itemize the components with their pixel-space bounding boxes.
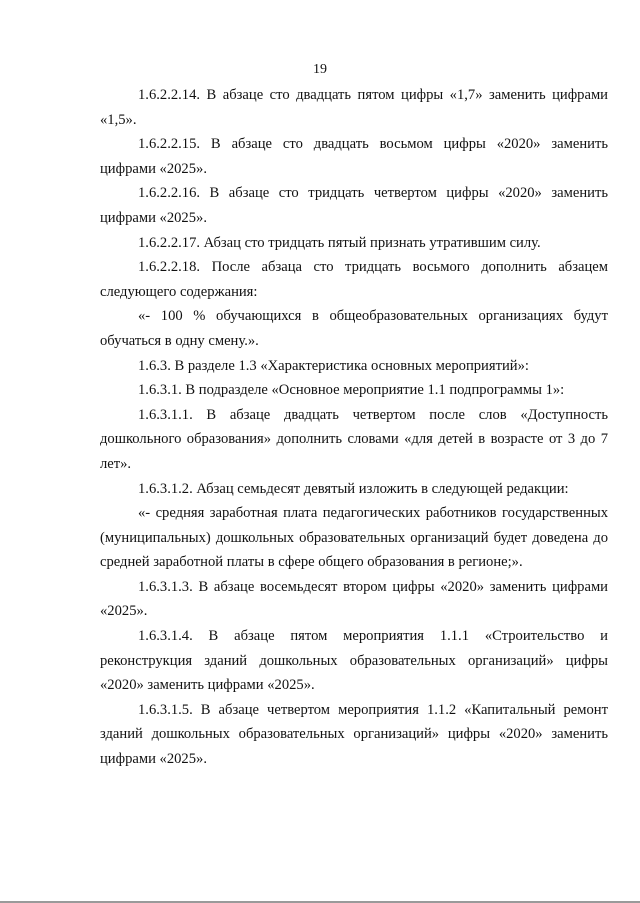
page-number: 19 [313,62,327,77]
paragraph-1-6-3-1-4: 1.6.3.1.4. В абзаце пятом мероприятия 1.1.1 «Строительство и реконструкция зданий дошкольных образовательных организаций» цифры «2020» заменить цифрами «2025». [100,628,608,694]
quoted-paragraph-shift: «- 100 % обучающихся в общеобразовательных организациях будут обучаться в одну смену.». [100,308,608,349]
paragraph-1-6-3-1-5: 1.6.3.1.5. В абзаце четвертом мероприятия 1.1.2 «Капитальный ремонт зданий дошкольных образовательных организаций» цифры «2020» заменить цифрами «2025». [100,701,608,768]
paragraph-1-6-3-1: 1.6.3.1. В подразделе «Основное мероприятие 1.1 подпрограммы 1»: [138,382,565,399]
paragraph-1-6-2-2-14: 1.6.2.2.14. В абзаце сто двадцать пятом цифры «1,7» заменить цифрами «1,5». [100,87,608,128]
paragraph-1-6-3-1-2: 1.6.3.1.2. Абзац семьдесят девятый изложить в следующей редакции: [138,480,569,497]
paragraph-1-6-2-2-18: 1.6.2.2.18. После абзаца сто тридцать восьмого дополнить абзацем следующего содержания: [100,259,608,300]
document-body [100,83,608,772]
quoted-paragraph-salary: «- средняя заработная плата педагогических работников государственных (муниципальных) дошкольных образовательных организаций будет доведена до средней заработной платы в сфере общего образования в регионе;». [100,505,608,571]
paragraph-1-6-2-2-17: 1.6.2.2.17. Абзац сто тридцать пятый признать утратившим силу. [138,234,541,251]
paragraph-1-6-3-1-3: 1.6.3.1.3. В абзаце восемьдесят втором цифры «2020» заменить цифрами «2025». [100,578,608,620]
paragraph-1-6-2-2-16: 1.6.2.2.16. В абзаце сто тридцать четвертом цифры «2020» заменить цифрами «2025». [100,185,608,226]
paragraph-1-6-3-1-1: 1.6.3.1.1. В абзаце двадцать четвертом после слов «Доступность дошкольного образования» дополнить словами «для детей в возрасте от 3 до 7 лет». [100,406,608,472]
paragraph-1-6-2-2-15: 1.6.2.2.15. В абзаце сто двадцать восьмом цифры «2020» заменить цифрами «2025». [100,136,608,177]
paragraph-1-6-3: 1.6.3. В разделе 1.3 «Характеристика основных мероприятий»: [138,357,529,374]
